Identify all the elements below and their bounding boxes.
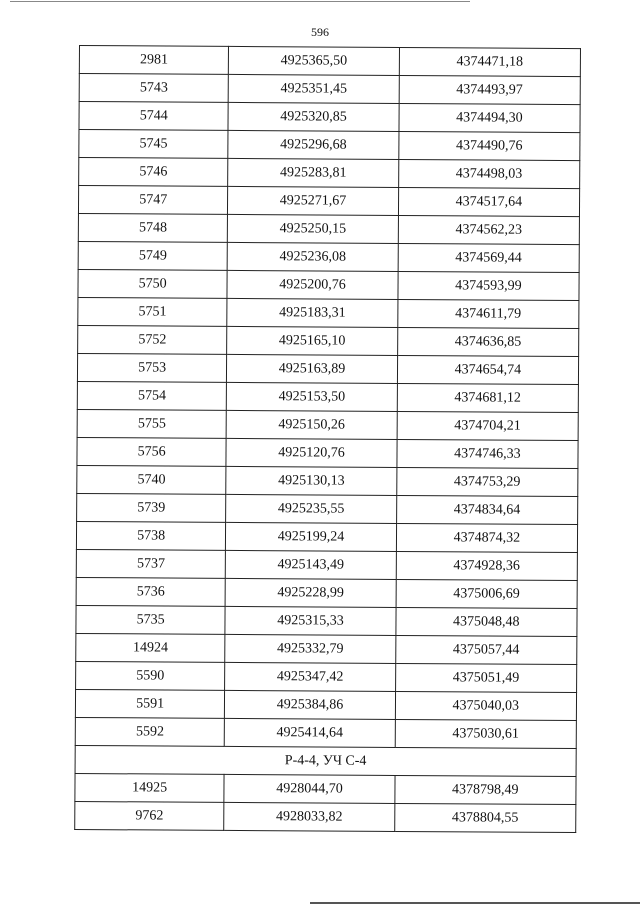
y-coordinate-cell: 4374636,85 [397, 327, 578, 356]
table-row [77, 353, 578, 384]
x-coordinate-cell: 4928044,70 [224, 774, 395, 803]
table-row [76, 661, 577, 692]
y-coordinate-cell: 4374681,12 [397, 383, 578, 412]
x-coordinate-cell: 4925384,86 [225, 690, 396, 719]
point-number-cell: 5743 [79, 74, 228, 103]
y-coordinate-cell: 4375030,61 [395, 719, 576, 748]
table-row [77, 465, 578, 496]
point-number-cell: 5746 [79, 158, 228, 187]
point-number-cell: 5745 [79, 130, 228, 159]
y-coordinate-cell: 4374611,79 [397, 299, 578, 328]
table-row [79, 74, 580, 105]
x-coordinate-cell: 4925200,76 [227, 270, 398, 299]
point-number-cell: 5753 [77, 353, 226, 382]
point-number-cell: 2981 [79, 46, 228, 75]
x-coordinate-cell: 4925228,99 [225, 578, 396, 607]
table-row [76, 549, 577, 580]
x-coordinate-cell: 4925199,24 [226, 522, 397, 551]
page-number: 596 [311, 25, 329, 39]
x-coordinate-cell: 4925296,68 [228, 130, 399, 159]
table-row [76, 577, 577, 608]
x-coordinate-cell: 4928033,82 [224, 802, 395, 831]
coordinates-table [74, 45, 581, 833]
scan-edge-line-bottom [310, 902, 640, 904]
table-row [75, 773, 576, 804]
y-coordinate-cell: 4378804,55 [394, 803, 575, 832]
y-coordinate-cell: 4375051,49 [395, 663, 576, 692]
y-coordinate-cell: 4374593,99 [398, 271, 579, 300]
table-row [77, 381, 578, 412]
y-coordinate-cell: 4375048,48 [396, 607, 577, 636]
table-row [78, 269, 579, 300]
y-coordinate-cell: 4374746,33 [397, 439, 578, 468]
y-coordinate-cell: 4374654,74 [397, 355, 578, 384]
table-row [77, 437, 578, 468]
x-coordinate-cell: 4925163,89 [227, 354, 398, 383]
x-coordinate-cell: 4925153,50 [227, 382, 398, 411]
point-number-cell: 5590 [76, 661, 225, 690]
point-number-cell: 5738 [76, 521, 225, 550]
x-coordinate-cell: 4925315,33 [225, 606, 396, 635]
y-coordinate-cell: 4375006,69 [396, 579, 577, 608]
table-row [78, 325, 579, 356]
y-coordinate-cell: 4374569,44 [398, 243, 579, 272]
point-number-cell: 5748 [78, 213, 227, 242]
point-number-cell: 5749 [78, 241, 227, 270]
point-number-cell: 14924 [76, 633, 225, 662]
point-number-cell: 5751 [78, 297, 227, 326]
point-number-cell: 14925 [75, 773, 224, 802]
table-row [77, 409, 578, 440]
point-number-cell: 5744 [79, 102, 228, 131]
table-row [78, 241, 579, 272]
y-coordinate-cell: 4374704,21 [397, 411, 578, 440]
coordinates-table-body-section [75, 773, 576, 832]
point-number-cell: 5739 [77, 493, 226, 522]
point-number-cell: 5747 [78, 186, 227, 215]
point-number-cell: 5591 [75, 689, 224, 718]
y-coordinate-cell: 4378798,49 [395, 775, 576, 804]
table-row [79, 158, 580, 189]
coordinates-table-body [75, 46, 580, 749]
section-header-row [75, 745, 576, 776]
x-coordinate-cell: 4925414,64 [225, 718, 396, 747]
point-number-cell: 5750 [78, 269, 227, 298]
table-row [76, 521, 577, 552]
table-row [76, 605, 577, 636]
point-number-cell: 5755 [77, 409, 226, 438]
x-coordinate-cell: 4925320,85 [228, 102, 399, 131]
x-coordinate-cell: 4925143,49 [226, 550, 397, 579]
table-row [79, 46, 580, 77]
y-coordinate-cell: 4375057,44 [395, 635, 576, 664]
x-coordinate-cell: 4925165,10 [227, 326, 398, 355]
table-row [79, 130, 580, 161]
x-coordinate-cell: 4925150,26 [226, 410, 397, 439]
point-number-cell: 9762 [75, 801, 224, 830]
x-coordinate-cell: 4925283,81 [228, 158, 399, 187]
table-row [78, 186, 579, 217]
x-coordinate-cell: 4925332,79 [225, 634, 396, 663]
point-number-cell: 5737 [76, 549, 225, 578]
x-coordinate-cell: 4925250,15 [228, 214, 399, 243]
y-coordinate-cell: 4374493,97 [399, 75, 580, 104]
y-coordinate-cell: 4374834,64 [396, 495, 577, 524]
x-coordinate-cell: 4925183,31 [227, 298, 398, 327]
table-row [75, 801, 576, 832]
y-coordinate-cell: 4374490,76 [398, 131, 579, 160]
x-coordinate-cell: 4925236,08 [227, 242, 398, 271]
y-coordinate-cell: 4374471,18 [399, 47, 580, 76]
point-number-cell: 5592 [75, 717, 224, 746]
table-row [75, 717, 576, 748]
scan-edge-line-top [10, 1, 470, 2]
y-coordinate-cell: 4374562,23 [398, 215, 579, 244]
x-coordinate-cell: 4925130,13 [226, 466, 397, 495]
x-coordinate-cell: 4925271,67 [228, 186, 399, 215]
x-coordinate-cell: 4925347,42 [225, 662, 396, 691]
point-number-cell: 5752 [78, 325, 227, 354]
table-row [77, 493, 578, 524]
table-row [75, 689, 576, 720]
x-coordinate-cell: 4925351,45 [228, 74, 399, 103]
table-row [78, 297, 579, 328]
x-coordinate-cell: 4925120,76 [226, 438, 397, 467]
point-number-cell: 5754 [77, 381, 226, 410]
y-coordinate-cell: 4374517,64 [398, 187, 579, 216]
y-coordinate-cell: 4374753,29 [396, 467, 577, 496]
y-coordinate-cell: 4374494,30 [399, 103, 580, 132]
point-number-cell: 5735 [76, 605, 225, 634]
x-coordinate-cell: 4925235,55 [226, 494, 397, 523]
section-header: Р-4-4, УЧ С-4 [75, 745, 576, 776]
point-number-cell: 5736 [76, 577, 225, 606]
y-coordinate-cell: 4374874,32 [396, 523, 577, 552]
y-coordinate-cell: 4374498,03 [398, 159, 579, 188]
x-coordinate-cell: 4925365,50 [229, 46, 400, 75]
table-row [79, 102, 580, 133]
point-number-cell: 5756 [77, 437, 226, 466]
y-coordinate-cell: 4374928,36 [396, 551, 577, 580]
point-number-cell: 5740 [77, 465, 226, 494]
table-row [76, 633, 577, 664]
table-row [78, 213, 579, 244]
y-coordinate-cell: 4375040,03 [395, 691, 576, 720]
